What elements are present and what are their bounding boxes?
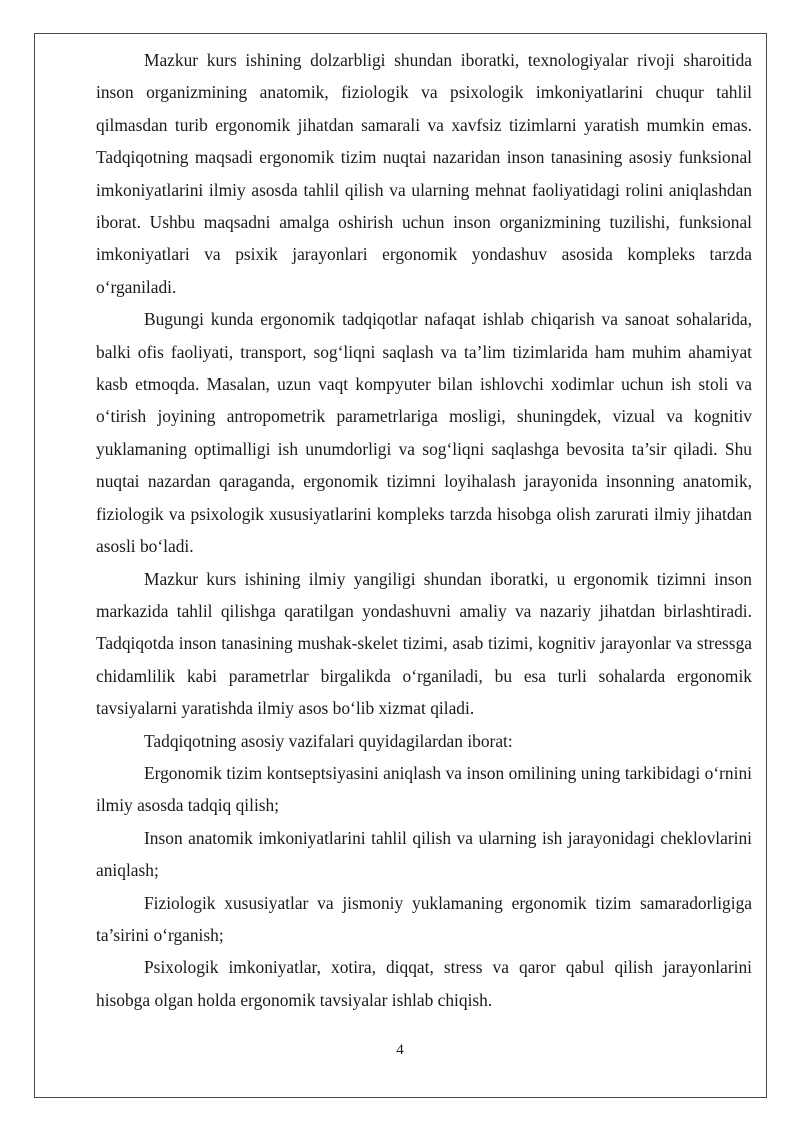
paragraph-novelty: Mazkur kurs ishining ilmiy yangiligi shundan iboratki, u ergonomik tizimni inson markazida tahlil qilishga qaratilgan yondashuvni amaliy va nazariy jihatdan birlashtiradi. Tadqiqotda inson tanasining mushak-skelet tizimi, asab tizimi, kognitiv jarayonlar va stressga chidamlilik kabi parametrlar birgalikda o‘rganiladi, bu esa turli sohalarda ergonomik tavsiyalarni yaratishda ilmiy asos bo‘lib xizmat qiladi. — [96, 568, 752, 719]
page-number: 4 — [396, 1042, 404, 1058]
task-item-4: Psixologik imkoniyatlar, xotira, diqqat, stress va qaror qabul qilish jarayonlarini hisobga olgan holda ergonomik tavsiyalar ishlab chiqish. — [96, 957, 752, 1010]
task-item-3: Fiziologik xususiyatlar va jismoniy yuklamaning ergonomik tizim samaradorligiga ta’sirini o‘rganish; — [96, 892, 752, 945]
paragraph-relevance: Mazkur kurs ishining dolzarbligi shundan iboratki, texnologiyalar rivoji sharoitida inson organizmining anatomik, fiziologik va psixologik imkoniyatlarini chuqur tahlil qilmasdan turib ergonomik jihatdan samarali va xavfsiz tizimlarni yaratish mumkin emas. Tadqiqotning maqsadi ergonomik tizim nuqtai nazaridan inson tanasining asosiy funksional imkoniyatlarini ilmiy asosda tahlil qilish va ularning mehnat faoliyatidagi rolini aniqlashdan iborat. Ushbu maqsadni amalga oshirish uchun inson organizmining tuzilishi, funksional imkoniyatlari va psixik jarayonlari ergonomik yondashuv asosida kompleks tarzda o‘rganiladi. — [96, 50, 752, 297]
task-item-1: Ergonomik tizim kontseptsiyasini aniqlash va inson omilining uning tarkibidagi o‘rnini ilmiy asosda tadqiq qilish; — [96, 762, 752, 816]
document-body — [96, 44, 752, 1016]
paragraph-tasks-intro: Tadqiqotning asosiy vazifalari quyidagilardan iborat: — [144, 730, 513, 751]
task-item-2: Inson anatomik imkoniyatlarini tahlil qilish va ularning ish jarayonidagi cheklovlarini aniqlash; — [96, 827, 752, 881]
paragraph-importance: Bugungi kunda ergonomik tadqiqotlar nafaqat ishlab chiqarish va sanoat sohalarida, balki ofis faoliyati, transport, sog‘liqni saqlash va ta’lim tizimlarida ham muhim ahamiyat kasb etmoqda. Masalan, uzun vaqt kompyuter bilan ishlovchi xodimlar uchun ish stoli va o‘tirish joyining antropometrik parametrlariga mosligi, shuningdek, vizual va kognitiv yuklamaning optimalligi ish unumdorligi va sog‘liqni saqlashga bevosita ta’sir qiladi. Shu nuqtai nazardan qaraganda, ergonomik tizimni loyihalash jarayonida insonning anatomik, fiziologik va psixologik xususiyatlarini kompleks tarzda hisobga olish zarurati ilmiy jihatdan asosli bo‘ladi. — [96, 309, 752, 557]
